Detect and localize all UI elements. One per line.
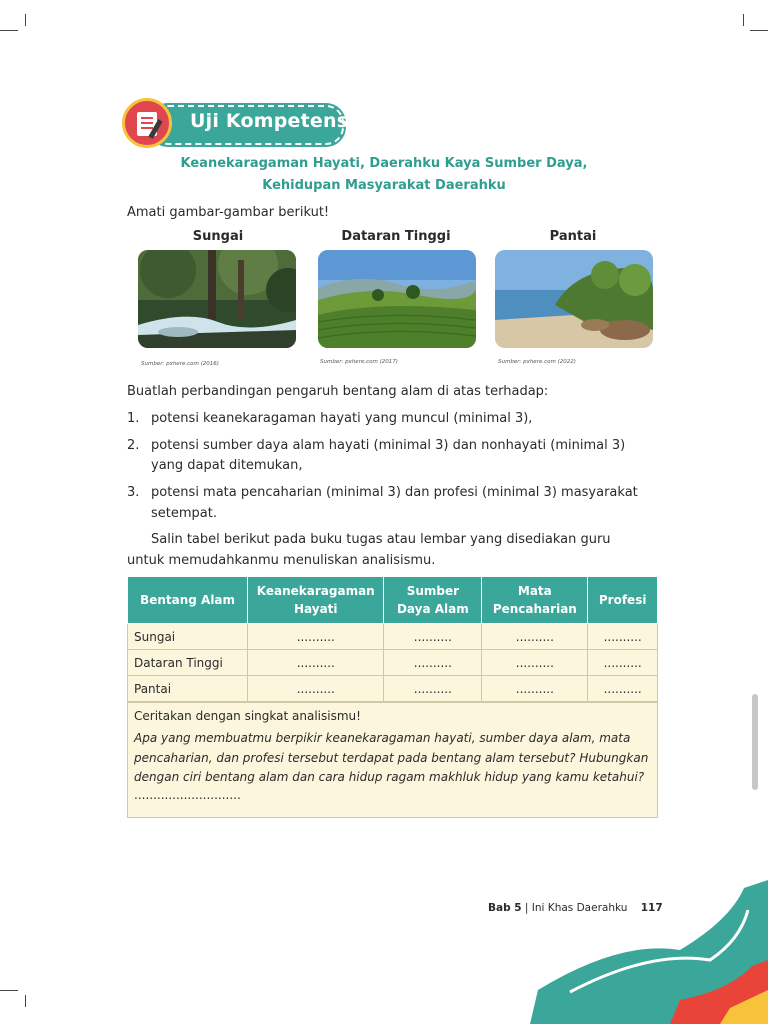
task-1-text: potensi keanekaragaman hayati yang muncul (minimal 3), (151, 411, 533, 426)
table-cell: Pantai (128, 676, 248, 702)
task-intro: Buatlah perbandingan pengaruh bentang alam di atas terhadap: (127, 384, 549, 399)
chapter-title: Ini Khas Daerahku (531, 902, 628, 914)
crop-mark (0, 990, 18, 991)
subtitle-line1: Keanekaragaman Hayati, Daerahku Kaya Sumber Daya, (180, 156, 588, 171)
table-cell: .......... (482, 650, 588, 676)
crop-mark (25, 14, 26, 26)
scrollbar[interactable] (752, 694, 758, 790)
table-cell: .......... (482, 676, 588, 702)
crop-mark (25, 995, 26, 1007)
table-cell: Dataran Tinggi (128, 650, 248, 676)
table-header: Keanekaragaman Hayati (248, 577, 384, 624)
image-title-dataran-tinggi: Dataran Tinggi (341, 229, 451, 244)
copy-note: Salin tabel berikut pada buku tugas atau lembar yang disediakan guru (151, 532, 611, 547)
table-cell: .......... (248, 676, 384, 702)
table-cell: .......... (248, 650, 384, 676)
table-row (128, 676, 658, 702)
decorative-wave (530, 880, 768, 1024)
table-cell: .......... (588, 650, 658, 676)
subtitle-line2: Kehidupan Masyarakat Daerahku (262, 178, 506, 193)
checklist-pencil-icon (122, 98, 172, 148)
page-number: 117 (640, 902, 663, 914)
task-3-text: potensi mata pencaharian (minimal 3) dan profesi (minimal 3) masyarakat (151, 485, 638, 500)
copy-note-cont: untuk memudahkanmu menuliskan analisismu. (127, 553, 436, 568)
table-cell: .......... (384, 650, 482, 676)
image-title-pantai: Pantai (549, 229, 597, 244)
list-number: 2. (127, 438, 140, 453)
table-cell: .......... (384, 676, 482, 702)
task-3-text-cont: setempat. (151, 506, 217, 521)
list-number: 3. (127, 485, 140, 500)
page-footer: Bab 5 | Ini Khas Daerahku 117 (488, 902, 663, 914)
task-2-text: potensi sumber daya alam hayati (minimal 3) dan nonhayati (minimal 3) (151, 438, 626, 453)
photo-highland (318, 250, 476, 348)
image-credit-pantai: Sumber: pxhere.com (2022) (498, 359, 576, 365)
table-header: Mata Pencaharian (482, 577, 588, 624)
table-row (128, 624, 658, 650)
closing-question: Apa yang membuatmu berpikir keanekaragaman hayati, sumber daya alam, mata pencaharian, dan profesi tersebut terdapat pada bentang alam tersebut? Hubungkan dengan ciri bentang alam dan cara hidup ragam makhluk hidup yang kamu ketahui? (134, 731, 649, 784)
section-title: Uji Kompetensi (190, 110, 355, 132)
table-cell: .......... (588, 624, 658, 650)
table-cell: .......... (248, 624, 384, 650)
closing-prompt: Ceritakan dengan singkat analisismu! (134, 709, 361, 723)
table-header: Profesi (588, 577, 658, 624)
image-credit-dataran-tinggi: Sumber: pxhere.com (2017) (320, 359, 398, 365)
table-header: Sumber Daya Alam (384, 577, 482, 624)
closing-box (127, 702, 658, 818)
chapter-label: Bab 5 (488, 902, 522, 914)
task-2-text-cont: yang dapat ditemukan, (151, 458, 303, 473)
analysis-table (127, 576, 658, 702)
table-cell: .......... (482, 624, 588, 650)
image-title-sungai: Sungai (192, 229, 244, 244)
image-credit-sungai: Sumber: pxhere.com (2016) (141, 361, 219, 367)
table-header: Bentang Alam (128, 577, 248, 624)
photo-beach (495, 250, 653, 348)
table-cell: Sungai (128, 624, 248, 650)
list-number: 1. (127, 411, 140, 426)
crop-mark (0, 30, 18, 31)
table-cell: .......... (588, 676, 658, 702)
crop-mark (750, 30, 768, 31)
table-cell: .......... (384, 624, 482, 650)
answer-blank: ............................ (134, 787, 241, 802)
intro-text: Amati gambar-gambar berikut! (127, 205, 330, 220)
photo-river (138, 250, 296, 348)
crop-mark (743, 14, 744, 26)
table-row (128, 650, 658, 676)
